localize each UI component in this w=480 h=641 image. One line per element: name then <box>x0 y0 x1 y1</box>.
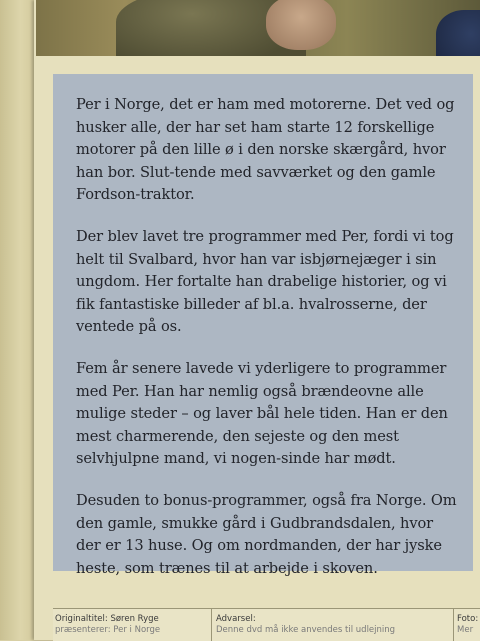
description-paragraph-2: Der blev lavet tre programmer med Per, fordi vi tog helt til Svalbard, hvor han var isbjørnejæger i sin ungdom. Her fortalte han drabelige historier, og vi fik fantastiske billeder af bl.a. hvalrosserne, der ventede på os. <box>76 227 454 336</box>
description-panel <box>53 74 473 577</box>
description-paragraph-3: Fem år senere lavede vi yderligere to programmer med Per. Han har nemlig også brændeovne alle mulige steder – og laver bål hele tiden. Han er den mest charmerende, den sejeste og den mest selvhjulpne mand, vi nogen-sinde har mødt. <box>76 359 448 468</box>
credits-warning <box>211 609 451 641</box>
description-paragraph-4: Desuden to bonus-programmer, også fra Norge. Om den gamle, smukke gård i Gudbrandsdalen, hvor der er 13 huse. Og om nordmanden, der har jyske heste, som trænes til at arbejde i skoven. <box>76 491 457 577</box>
credits-original-title <box>55 609 205 641</box>
cover-photo <box>36 0 480 56</box>
description-paragraph-1: Per i Norge, det er ham med motorerne. Det ved og husker alle, der har set ham starte 12 forskellige motorer på den lille ø i den norske skærgård, hvor han bor. Slut-tende med savværket og den gamle Fordson-traktor. <box>76 96 455 204</box>
credits-warning-text: Denne dvd må ikke anvendes til udlejning <box>216 625 396 635</box>
credits-original-title-line-1: Originaltitel: Søren Ryge <box>55 614 159 624</box>
photo-person-right <box>436 10 480 56</box>
credits-warning-label: Advarsel: <box>216 614 256 624</box>
credits-photo-label: Foto: <box>457 614 479 624</box>
credits-photo-name: Mer <box>457 625 474 635</box>
credits-photo <box>453 609 480 641</box>
credits-bar <box>53 608 480 641</box>
cover-edge <box>0 0 34 640</box>
credits-original-title-line-2: præsenterer: Per i Norge <box>55 625 161 635</box>
photo-hand <box>266 0 336 50</box>
